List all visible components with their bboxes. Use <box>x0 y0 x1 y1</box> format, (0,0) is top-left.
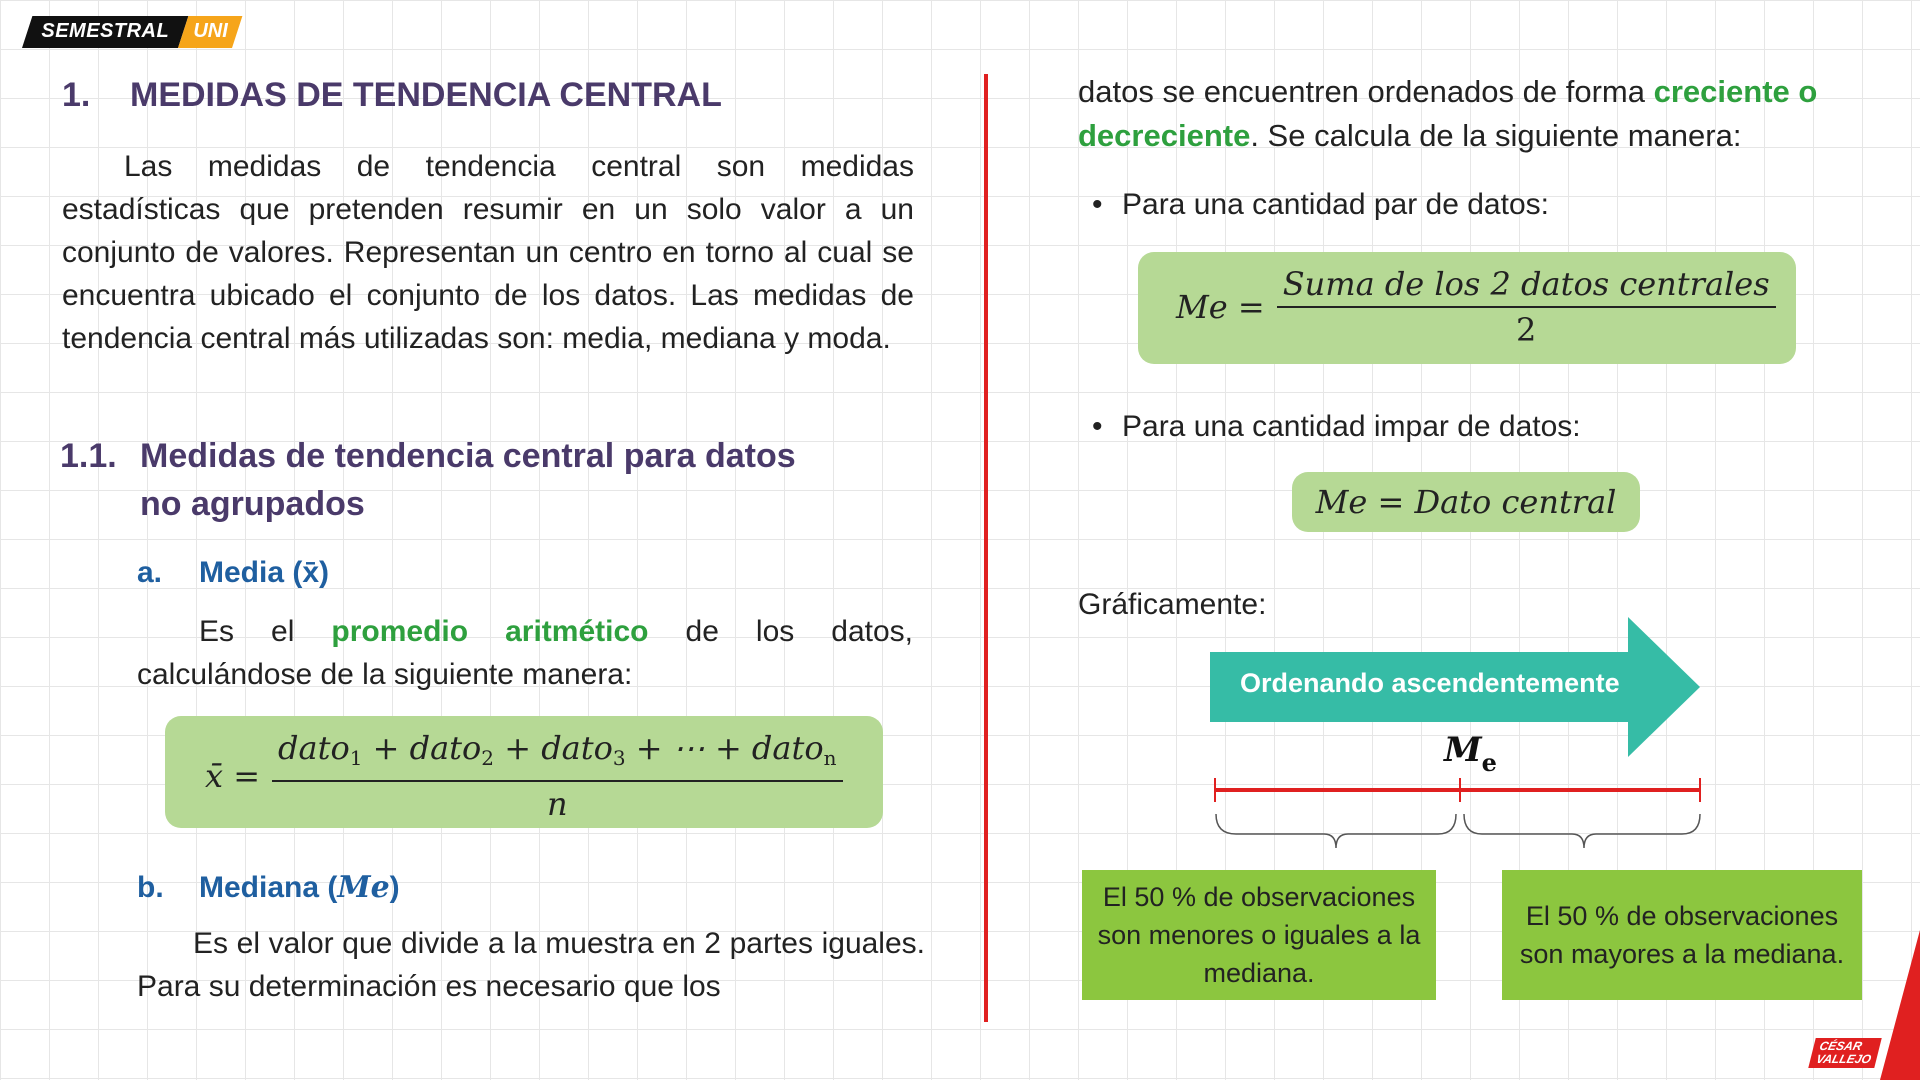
media-title: Media (x̄) <box>199 556 330 589</box>
observations-left-text: El 50 % de observaciones son menores o iguales a la mediana. <box>1097 882 1421 988</box>
mediana-paragraph <box>137 922 925 1008</box>
logo-text-uni: UNI <box>193 20 228 42</box>
continuation-text-before: datos se encuentren ordenados de forma <box>1078 74 1645 109</box>
section-1-title: MEDIDAS DE TENDENCIA CENTRAL <box>130 76 722 114</box>
bullet-dot-icon: • <box>1092 410 1103 443</box>
even-formula-denominator: 2 <box>1515 311 1537 349</box>
mean-formula-numerator: dato$_1$ + dato$_2$ + dato$_3$ + ⋯ + dato$_n$ <box>272 726 842 782</box>
continuation-highlight: creciente o decreciente <box>1078 74 1818 153</box>
odd-formula: Me = Dato central <box>1315 483 1617 521</box>
bullet-odd-text: Para una cantidad impar de datos: <box>1122 410 1581 443</box>
bullet-even <box>1078 188 1549 222</box>
section-1-heading <box>62 76 722 115</box>
bullet-even-text: Para una cantidad par de datos: <box>1122 188 1549 221</box>
section-1-text: Las medidas de tendencia central son medidas estadísticas que pretenden resumir en un solo valor a un conjunto de valores. Representan un centro en torno al cual se encuentra ubicado el conjunto de los datos. Las medidas de tendencia central más utilizadas son: media, mediana y moda. <box>62 150 914 355</box>
median-number-line <box>1200 770 1720 850</box>
section-1-1-title-line2: no agrupados <box>140 485 365 523</box>
right-continuation-paragraph <box>1078 70 1868 158</box>
section-1-1-title-line1: Medidas de tendencia central para datos <box>140 437 796 475</box>
mediana-title-prefix: Mediana ( <box>199 871 338 904</box>
mediana-text: Es el valor que divide a la muestra en 2 partes iguales. Para su determinación es necesario que los <box>137 927 925 1003</box>
section-1-paragraph <box>62 145 914 360</box>
mediana-heading <box>137 870 400 905</box>
section-1-number: 1. <box>62 76 91 114</box>
graph-label: Gráficamente: <box>1078 588 1267 621</box>
section-1-1-number: 1.1. <box>60 437 117 475</box>
mediana-title-symbol: Me <box>337 870 390 905</box>
mean-formula-denominator: n <box>546 785 568 823</box>
media-paragraph <box>137 610 913 696</box>
even-formula-lhs: Me = <box>1176 288 1265 326</box>
even-formula-numerator: Suma de los 2 datos centrales <box>1277 262 1776 308</box>
media-text-after: de los datos, calculándose de la siguiente manera: <box>137 615 914 691</box>
even-formula-box <box>1138 252 1796 364</box>
arrow-label: Ordenando ascendentemente <box>1240 668 1620 698</box>
media-text-before: Es el <box>199 615 295 648</box>
media-highlight: promedio aritmético <box>331 615 649 648</box>
median-symbol: $M_e$ <box>1444 730 1497 777</box>
media-letter: a. <box>137 556 163 589</box>
observations-left-box <box>1082 870 1436 1000</box>
mediana-title-suffix: ) <box>389 871 400 904</box>
column-divider <box>984 74 988 1022</box>
continuation-text-after: . Se calcula de la siguiente manera: <box>1250 118 1742 153</box>
even-formula-fraction <box>1277 262 1776 352</box>
mediana-letter: b. <box>137 871 164 904</box>
cesar-vallejo-logo: CÉSAR VALLEJO <box>1808 1038 1882 1068</box>
media-heading <box>137 556 329 590</box>
bullet-odd <box>1078 410 1581 444</box>
observations-right-box <box>1502 870 1862 1000</box>
mean-formula-lhs: x̄ = <box>205 757 261 795</box>
odd-formula-box <box>1292 472 1640 532</box>
section-1-1-heading <box>60 432 796 528</box>
mean-formula-fraction <box>272 726 842 826</box>
observations-right-text: El 50 % de observaciones son mayores a la mediana. <box>1519 901 1845 969</box>
mean-formula-box <box>165 716 883 828</box>
logo-text-semestral: SEMESTRAL <box>41 20 170 42</box>
semestral-uni-logo <box>22 16 243 48</box>
bullet-dot-icon: • <box>1092 188 1103 221</box>
